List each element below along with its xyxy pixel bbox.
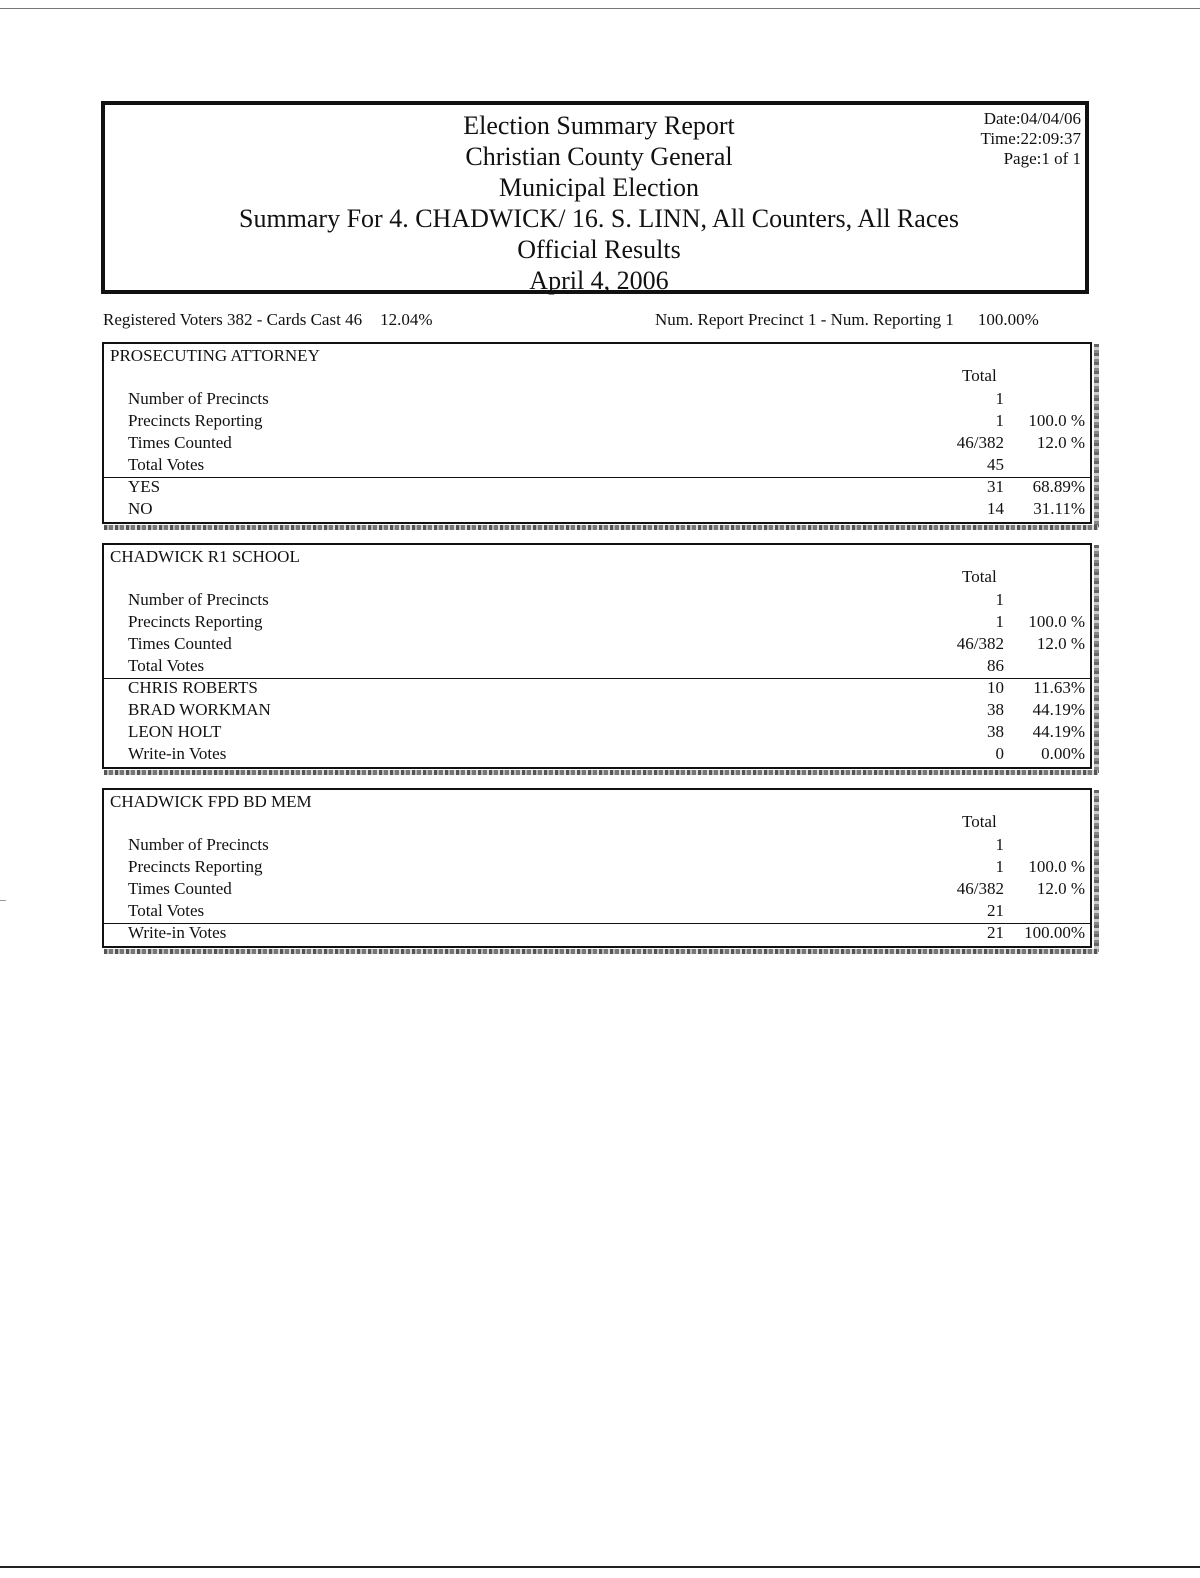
stat-row — [104, 611, 1090, 633]
stat-label: Number of Precincts — [128, 590, 269, 609]
report-title-block — [105, 110, 1093, 296]
reporting-summary — [655, 310, 1039, 330]
choice-label: LEON HOLT — [128, 722, 222, 741]
report-time: Time:22:09:37 — [980, 129, 1081, 148]
choice-row — [104, 699, 1090, 721]
stat-value: 46/382 — [956, 879, 1004, 898]
report-summary-for: Summary For 4. CHADWICK/ 16. S. LINN, All Counters, All Races — [238, 204, 960, 233]
stat-row — [104, 432, 1090, 454]
stat-pct: 100.0 % — [1028, 857, 1085, 876]
scan-edge-bottom — [0, 1566, 1200, 1568]
choice-pct: 100.00% — [1024, 923, 1085, 942]
choice-pct: 31.11% — [1033, 499, 1085, 518]
race-title: CHADWICK FPD BD MEM — [110, 792, 312, 811]
stat-pct: 12.0 % — [1036, 433, 1085, 452]
choice-value: 10 — [987, 678, 1004, 697]
stat-row — [104, 388, 1090, 410]
stat-value: 46/382 — [956, 634, 1004, 653]
choice-pct: 44.19% — [1032, 722, 1085, 741]
total-column-header: Total — [962, 366, 997, 385]
stat-value: 1 — [995, 411, 1004, 430]
report-date: Date:04/04/06 — [983, 109, 1081, 128]
stat-value: 1 — [995, 857, 1004, 876]
stat-label: Number of Precincts — [128, 389, 269, 408]
stat-label: Times Counted — [128, 433, 232, 452]
race-title: CHADWICK R1 SCHOOL — [110, 547, 300, 566]
stat-label: Total Votes — [128, 656, 205, 675]
choice-row — [104, 476, 1090, 498]
stat-label: Precincts Reporting — [128, 612, 263, 631]
stat-value: 21 — [987, 901, 1004, 920]
choice-row — [104, 743, 1090, 765]
choice-pct: 0.00% — [1041, 744, 1085, 763]
report-meta — [981, 109, 1081, 169]
total-column-header: Total — [962, 812, 997, 831]
choice-value: 38 — [987, 722, 1004, 741]
choice-pct: 44.19% — [1032, 700, 1085, 719]
report-header — [101, 101, 1089, 294]
stat-row — [104, 454, 1090, 476]
choice-pct: 68.89% — [1032, 477, 1085, 496]
stat-value: 1 — [995, 389, 1004, 408]
choice-row — [104, 677, 1090, 699]
report-page: Page:1 of 1 — [1003, 149, 1081, 168]
registered-voters-text: Registered Voters 382 - Cards Cast 46 — [103, 310, 363, 329]
stat-label: Times Counted — [128, 879, 232, 898]
stat-label: Number of Precincts — [128, 835, 269, 854]
choice-label: YES — [128, 477, 161, 496]
choice-row — [104, 498, 1090, 520]
stat-value: 86 — [987, 656, 1004, 675]
race-title: PROSECUTING ATTORNEY — [110, 346, 320, 365]
stat-row — [104, 900, 1090, 922]
stat-pct: 12.0 % — [1036, 879, 1085, 898]
race-box — [102, 543, 1092, 769]
stat-row — [104, 834, 1090, 856]
scan-edge-top — [0, 8, 1200, 9]
stat-row — [104, 655, 1090, 677]
report-county: Christian County General — [465, 142, 733, 171]
stat-label: Precincts Reporting — [128, 411, 263, 430]
race-box — [102, 342, 1092, 524]
race-box — [102, 788, 1092, 948]
stat-row — [104, 856, 1090, 878]
stat-row — [104, 410, 1090, 432]
choice-row — [104, 922, 1090, 944]
stat-row — [104, 878, 1090, 900]
report-date-line: April 4, 2006 — [529, 266, 669, 295]
stat-label: Total Votes — [128, 901, 205, 920]
scan-edge-mark — [0, 900, 6, 901]
reporting-text: Num. Report Precinct 1 - Num. Reporting 1 — [655, 310, 954, 329]
cards-cast-percent: 12.04% — [380, 310, 433, 329]
choice-label: Write-in Votes — [128, 923, 227, 942]
stat-value: 1 — [995, 835, 1004, 854]
stat-pct: 12.0 % — [1036, 634, 1085, 653]
choice-value: 38 — [987, 700, 1004, 719]
choice-row — [104, 721, 1090, 743]
stat-row — [104, 633, 1090, 655]
choice-value: 31 — [987, 477, 1004, 496]
stat-pct: 100.0 % — [1028, 612, 1085, 631]
stat-value: 1 — [995, 612, 1004, 631]
report-status: Official Results — [517, 235, 681, 264]
stat-row — [104, 589, 1090, 611]
stat-pct: 100.0 % — [1028, 411, 1085, 430]
reporting-percent: 100.00% — [977, 310, 1039, 329]
choice-label: CHRIS ROBERTS — [128, 678, 258, 697]
choice-pct: 11.63% — [1033, 678, 1085, 697]
report-title: Election Summary Report — [463, 111, 735, 140]
stat-label: Times Counted — [128, 634, 232, 653]
choice-label: BRAD WORKMAN — [128, 700, 271, 719]
stat-value: 45 — [987, 455, 1004, 474]
choice-value: 0 — [995, 744, 1004, 763]
choice-label: Write-in Votes — [128, 744, 227, 763]
stat-label: Total Votes — [128, 455, 205, 474]
stat-value: 46/382 — [956, 433, 1004, 452]
stat-value: 1 — [995, 590, 1004, 609]
choice-value: 14 — [987, 499, 1004, 518]
registered-voters-summary — [103, 310, 433, 330]
choice-value: 21 — [987, 923, 1004, 942]
choice-label: NO — [128, 499, 153, 518]
total-column-header: Total — [962, 567, 997, 586]
report-election: Municipal Election — [498, 173, 699, 202]
stat-label: Precincts Reporting — [128, 857, 263, 876]
